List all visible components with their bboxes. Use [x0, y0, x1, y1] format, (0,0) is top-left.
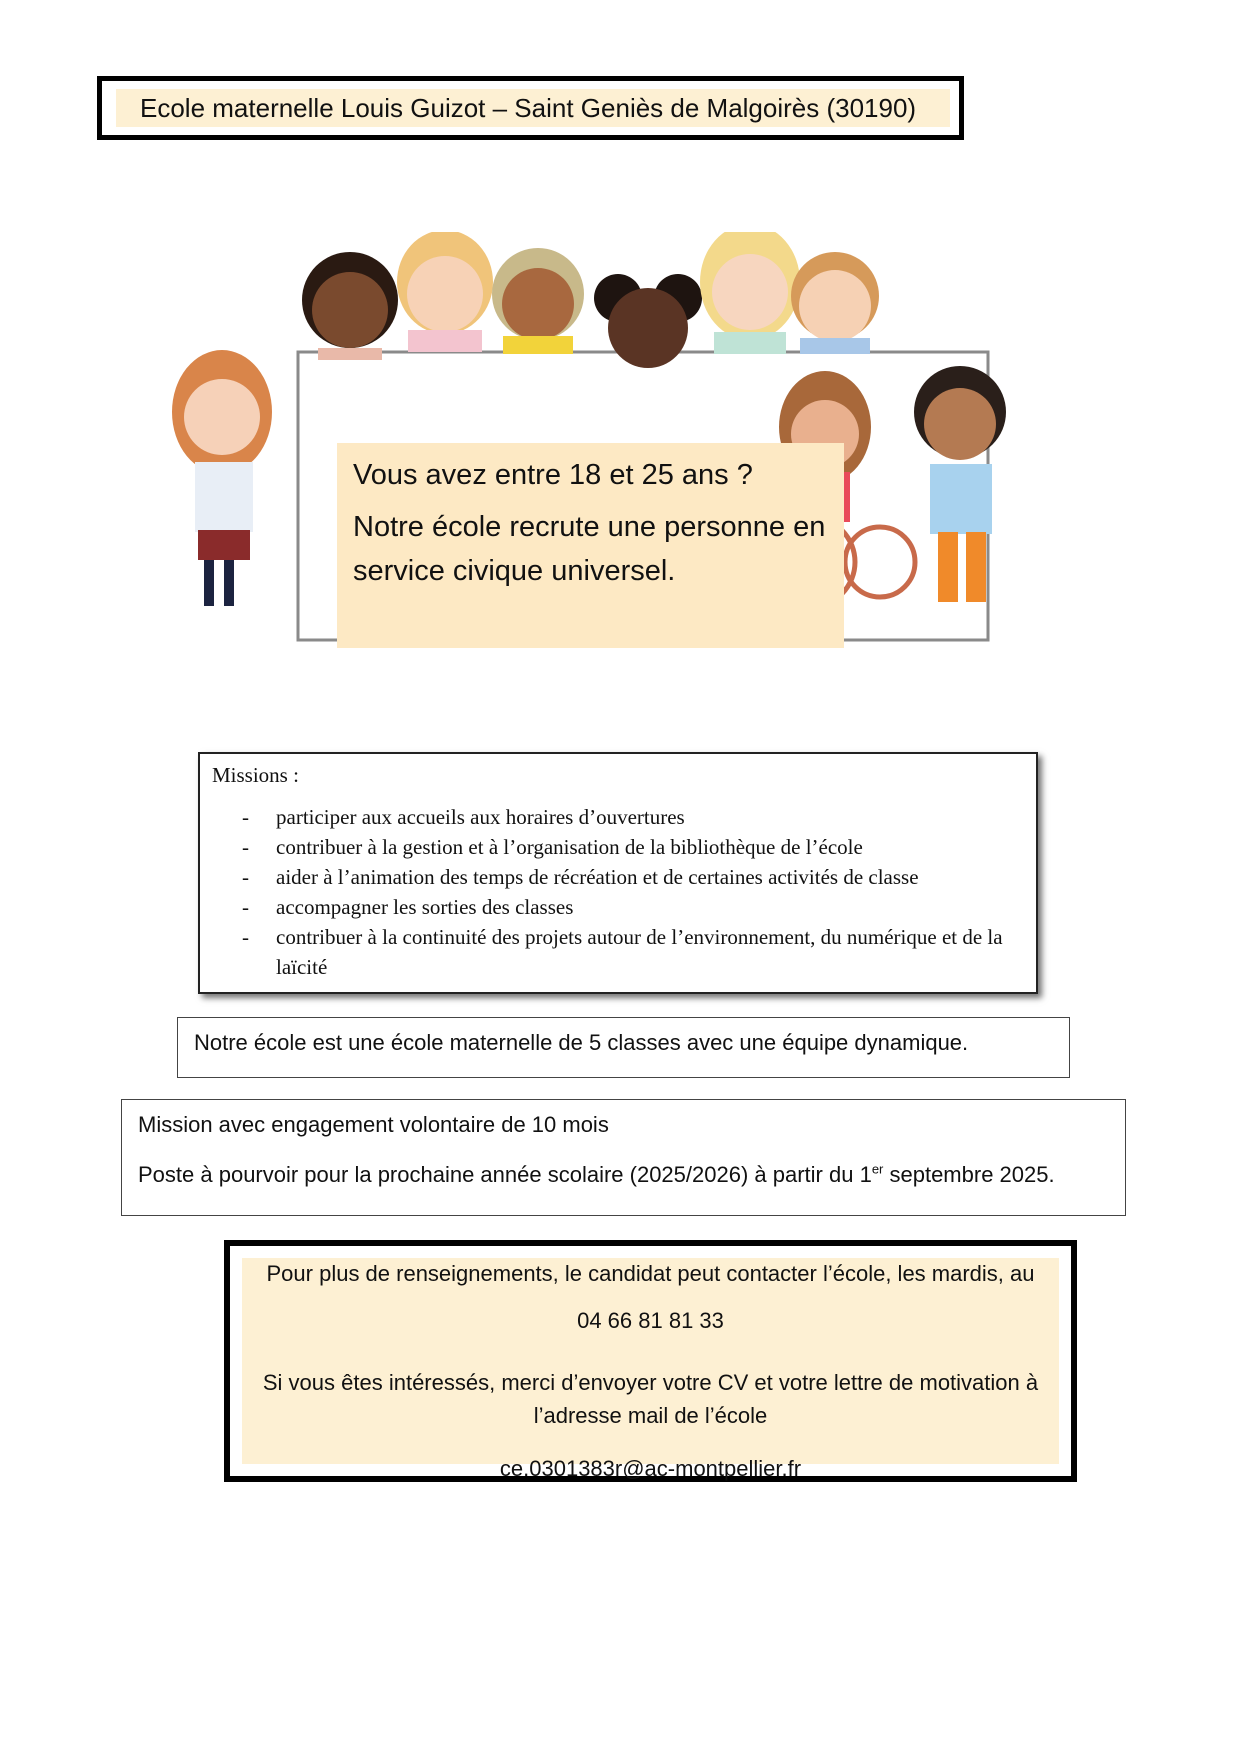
school-title: Ecole maternelle Louis Guizot – Saint Geniès de Malgoirès (30190)	[140, 93, 917, 123]
child-left	[172, 350, 272, 606]
recruitment-text: Notre école recrute une personne en service civique universel.	[353, 511, 826, 587]
missions-title: Missions :	[212, 763, 299, 787]
mission-item: - contribuer à la gestion et à l’organisation de la bibliothèque de l’école	[242, 832, 1024, 862]
mission-duration: Mission avec engagement volontaire de 10 mois	[138, 1112, 609, 1137]
child-2	[397, 232, 493, 352]
mission-info-box	[121, 1099, 1126, 1216]
phone-number: 04 66 81 81 33	[577, 1308, 724, 1333]
mission-item: - aider à l’animation des temps de récréation et de certaines activités de classe	[242, 862, 1024, 892]
application-instructions: Si vous êtes intéressés, merci d’envoyer votre CV et votre lettre de motivation à l’adresse mail de l’école	[262, 1370, 1039, 1428]
school-info-box	[177, 1017, 1070, 1078]
contact-box	[224, 1240, 1077, 1482]
age-question: Vous avez entre 18 et 25 ans ?	[353, 459, 753, 491]
child-6	[791, 252, 879, 354]
missions-list	[212, 802, 1024, 982]
header-background	[116, 89, 950, 127]
child-5	[700, 232, 800, 354]
contact-background	[242, 1258, 1059, 1481]
email-address: ce.0301383r@ac-montpellier.fr	[499, 1456, 802, 1481]
header-box	[97, 76, 964, 140]
school-info-text: Notre école est une école maternelle de 5 classes avec une équipe dynamique.	[194, 1030, 969, 1055]
child-1	[302, 252, 398, 360]
recruitment-banner	[337, 443, 844, 648]
contact-intro: Pour plus de renseignements, le candidat peut contacter l’école, les mardis, au	[266, 1261, 1035, 1286]
mission-item: - contribuer à la continuité des projets autour de l’environnement, du numérique et de la laïcité	[242, 922, 1024, 982]
missions-box	[198, 752, 1038, 994]
mission-item: - participer aux accueils aux horaires d’ouvertures	[242, 802, 1024, 832]
position-start: Poste à pourvoir pour la prochaine année scolaire (2025/2026) à partir du 1er septembre 2025.	[138, 1161, 1055, 1187]
mission-item: - accompagner les sorties des classes	[242, 892, 1024, 922]
child-3	[492, 248, 584, 354]
